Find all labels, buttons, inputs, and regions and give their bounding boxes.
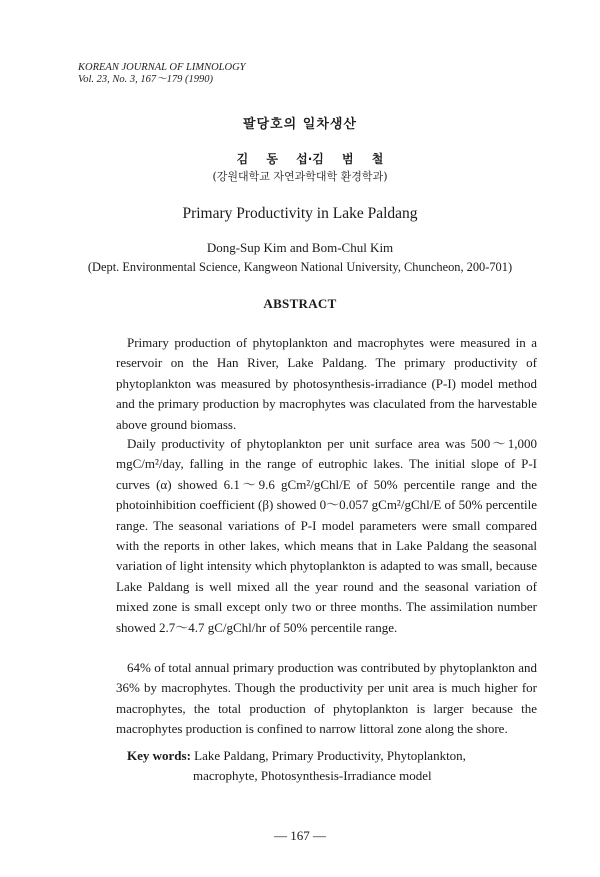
keywords-line-1: Lake Paldang, Primary Productivity, Phytoplankton,	[194, 748, 466, 763]
english-authors: Dong-Sup Kim and Bom-Chul Kim	[206, 240, 394, 255]
journal-name: KOREAN JOURNAL OF LIMNOLOGY	[78, 62, 246, 73]
english-title: Primary Productivity in Lake Paldang	[182, 205, 418, 222]
page-number: — 167 —	[274, 828, 326, 843]
journal-header	[78, 62, 246, 86]
abstract-paragraph-2	[116, 434, 537, 638]
abstract-heading: ABSTRACT	[263, 296, 337, 311]
journal-volume-info: Vol. 23, No. 3, 167～179 (1990)	[78, 74, 214, 85]
keywords-block	[127, 746, 547, 787]
korean-affiliation: (강원대학교 자연과학대학 환경학과)	[212, 170, 388, 183]
korean-authors: 김 동 섭·김 범 철	[236, 152, 384, 166]
abstract-paragraph-3	[116, 658, 537, 740]
korean-title: 팔당호의 일차생산	[243, 117, 357, 132]
english-affiliation: (Dept. Environmental Science, Kangweon National University, Chuncheon, 200-701)	[87, 260, 513, 274]
abstract-paragraph-text: 64% of total annual primary production was contributed by phytoplankton and 36% by macrophytes. Though the productivity per unit area is much higher for macrophytes, the total production of phytoplankton is larger because the macrophytes production is confined to narrow littoral zone along the shore.	[116, 660, 537, 737]
abstract-paragraph-1	[116, 333, 537, 435]
keywords-label: Key words:	[127, 748, 191, 763]
abstract-paragraph-text: Daily productivity of phytoplankton per unit surface area was 500～1,000 mgC/m²/day, falling in the range of eutrophic lakes. The initial slope of P-I curves (α) showed 6.1～9.6 gCm²/gChl/E of 50% percentile range and the photoinhibition coefficient (β) showed 0～0.057 gCm²/gChl/E of 50% percentile range. The seasonal variations of P-I model parameters were small compared with the reports in other lakes, which means that in Lake Paldang the seasonal variation of light intensity which phytoplankton is adapted to was small, because Lake Paldang is well mixed all the year round and the seasonal variation of mixed zone is small except only two or three months. The assimilation number showed 2.7～4.7 gC/gChl/hr of 50% percentile range.	[116, 436, 537, 635]
abstract-paragraph-text: Primary production of phytoplankton and macrophytes were measured in a reservoir on the Han River, Lake Paldang. The primary productivity of phytoplankton was measured by photosynthesis-irradiance (P-I) model method and the primary production by macrophytes was claculated from the harvestable above ground biomass.	[116, 335, 537, 432]
keywords-line-2: macrophyte, Photosynthesis-Irradiance model	[193, 768, 432, 784]
